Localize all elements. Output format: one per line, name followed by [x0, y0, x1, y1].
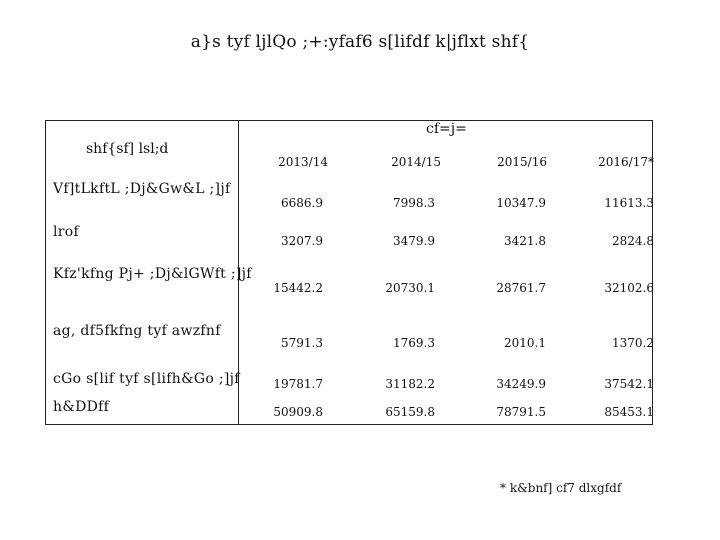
footnote: * k&bnf] cf7 dlxgfdf	[500, 481, 622, 495]
group-header: cf=j=	[426, 121, 467, 137]
year-header: 2014/15	[391, 155, 441, 169]
row-label: ag, df5fkfng tyf awzfnf	[53, 323, 221, 339]
table-cell: 7998.3	[393, 196, 435, 210]
year-header: 2015/16	[497, 155, 547, 169]
table-cell: 2824.8	[612, 234, 654, 248]
table-cell: 1769.3	[393, 336, 435, 350]
page-title: a}s tyf ljlQo ;+:yfaf6 s[lifdf k|jflxt shf{	[190, 32, 530, 52]
row-header: shf{sf] lsl;d	[86, 141, 169, 157]
table-cell: 5791.3	[281, 336, 323, 350]
table-cell: 65159.8	[385, 405, 435, 419]
row-label: Kfz'kfng Pj+ ;Dj&lGWft ;]jf	[53, 266, 252, 282]
table-cell: 2010.1	[504, 336, 546, 350]
table-cell: 50909.8	[273, 405, 323, 419]
table-cell: 32102.6	[604, 281, 654, 295]
row-label: lrof	[53, 224, 79, 240]
table-cell: 19781.7	[273, 377, 323, 391]
year-header: 2016/17*	[598, 155, 654, 169]
table-cell: 6686.9	[281, 196, 323, 210]
row-label: cGo s[lif tyf s[lifh&Go ;]jf	[53, 371, 240, 387]
table-cell: 37542.1	[604, 377, 654, 391]
row-label: Vf]tLkftL ;Dj&Gw&L ;]jf	[53, 181, 231, 197]
table-cell: 28761.7	[496, 281, 546, 295]
table-cell: 3207.9	[281, 234, 323, 248]
table-cell: 10347.9	[496, 196, 546, 210]
row-label: h&DDff	[53, 399, 110, 415]
table-cell: 3421.8	[504, 234, 546, 248]
table-cell: 11613.3	[604, 196, 654, 210]
table-cell: 15442.2	[273, 281, 323, 295]
table-cell: 3479.9	[393, 234, 435, 248]
data-table	[45, 120, 653, 425]
table-cell: 85453.1	[604, 405, 654, 419]
table-cell: 31182.2	[385, 377, 435, 391]
table-cell: 78791.5	[496, 405, 546, 419]
table-cell: 20730.1	[385, 281, 435, 295]
table-cell: 34249.9	[496, 377, 546, 391]
year-header: 2013/14	[278, 155, 328, 169]
table-cell: 1370.2	[612, 336, 654, 350]
